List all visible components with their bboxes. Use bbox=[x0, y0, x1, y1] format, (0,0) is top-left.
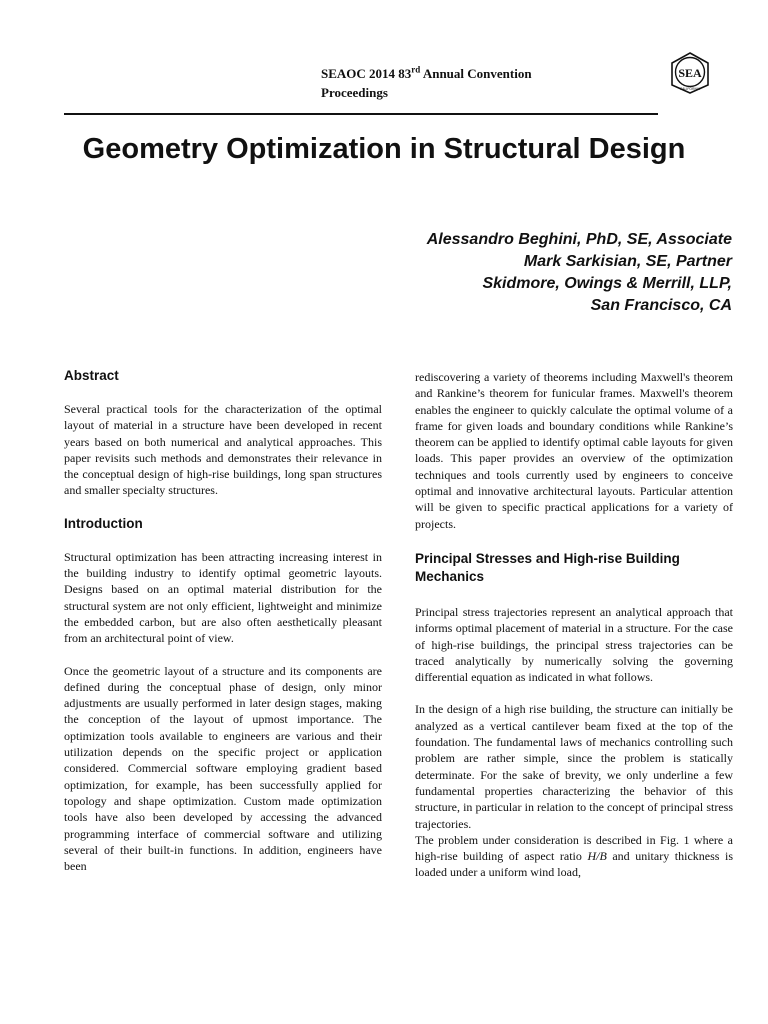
body-paragraph: The problem under consideration is described in Fig. 1 where a high-rise building of aspect ratio H/B and unitary thickness is loaded under a uniform wind load, bbox=[415, 832, 733, 880]
location-line: San Francisco, CA bbox=[590, 297, 732, 314]
author-line: Mark Sarkisian, SE, Partner bbox=[523, 253, 732, 270]
left-column bbox=[64, 367, 382, 874]
right-column bbox=[415, 369, 733, 881]
header-divider bbox=[64, 113, 658, 115]
author-block bbox=[427, 229, 732, 317]
affiliation-line: Skidmore, Owings & Merrill, LLP, bbox=[482, 275, 732, 292]
proceedings-header bbox=[321, 64, 532, 102]
abstract-text: Several practical tools for the characterization of the optimal layout of material in a structure have been developed in recent years based on both numerical and analytical approaches. This paper revisits such methods and demonstrates their relevance in the conceptual design of high-rise buildings, long span structures and smaller specialty structures. bbox=[64, 402, 382, 498]
continued-paragraph: rediscovering a variety of theorems including Maxwell's theorem and Rankine’s theorem for funicular frames. Maxwell's theorem enables the engineer to quickly calculate the optimal volume of a frame for given loads and boundary conditions while Rankine’s theorem can be applied to identify optimal cable layouts for given loads. This paper provides an overview of the optimization techniques and tools currently used by engineers to conceive optimal and innovative architectural layouts. Particular attention will be given to specific practical applications for a variety of projects. bbox=[415, 370, 733, 531]
abstract-heading: Abstract bbox=[64, 368, 119, 383]
intro-paragraph: Once the geometric layout of a structure and its components are defined during the conceptual phase of design, only minor adjustments are usually performed in later design stages, making the conception of the layout of upmost importance. The optimization tools available to engineers are various and their utilization depends on the specific project or application considered. Commercial software employing gradient based optimization, for example, has been successfully applied for topology and shape optimization. Custom made optimization tools have also been developed by accessing the advanced programming interface of commercial software and utilizing several of their built-in functions. In addition, engineers have been bbox=[64, 663, 382, 874]
sea-logo-icon bbox=[668, 51, 712, 95]
intro-paragraph: Structural optimization has been attracting increasing interest in the building industry to identify optimal geometric layouts. Designs based on an optimal material distribution for the structural system are not only efficient, lightweight and minimize the embedded carbon, but are also often aesthetically pleasant from an architectural point of view. bbox=[64, 549, 382, 646]
introduction-heading: Introduction bbox=[64, 515, 143, 531]
proceedings-line: Proceedings bbox=[321, 85, 388, 100]
author-line: Alessandro Beghini, PhD, SE, Associate bbox=[426, 231, 732, 248]
body-paragraph: In the design of a high rise building, the structure can initially be analyzed as a vertical cantilever beam fixed at the top of the foundation. The fundamental laws of mechanics controlling such problem are rather simple, since the problem is statically determinate. For the sake of brevity, we only underline a few fundamental properties characterizing the behavior of this structure, in particular in relation to the concept of principal stress trajectories. bbox=[415, 702, 733, 831]
body-paragraph: Principal stress trajectories represent an analytical approach that informs optimal placement of material in a structure. For the case of high-rise buildings, the principal stress trajectories can be traced analytically by numerically solving the governing differential equation as indicated in what follows. bbox=[415, 604, 733, 685]
conference-line: SEAOC 2014 83rd Annual Convention bbox=[321, 64, 532, 81]
paper-title: Geometry Optimization in Structural Design bbox=[82, 133, 686, 165]
section-heading: Principal Stresses and High-rise Building Mechanics bbox=[415, 550, 680, 584]
logo-subtext: CALIFORNIA bbox=[679, 87, 701, 91]
logo-letters: SEA bbox=[678, 66, 702, 80]
